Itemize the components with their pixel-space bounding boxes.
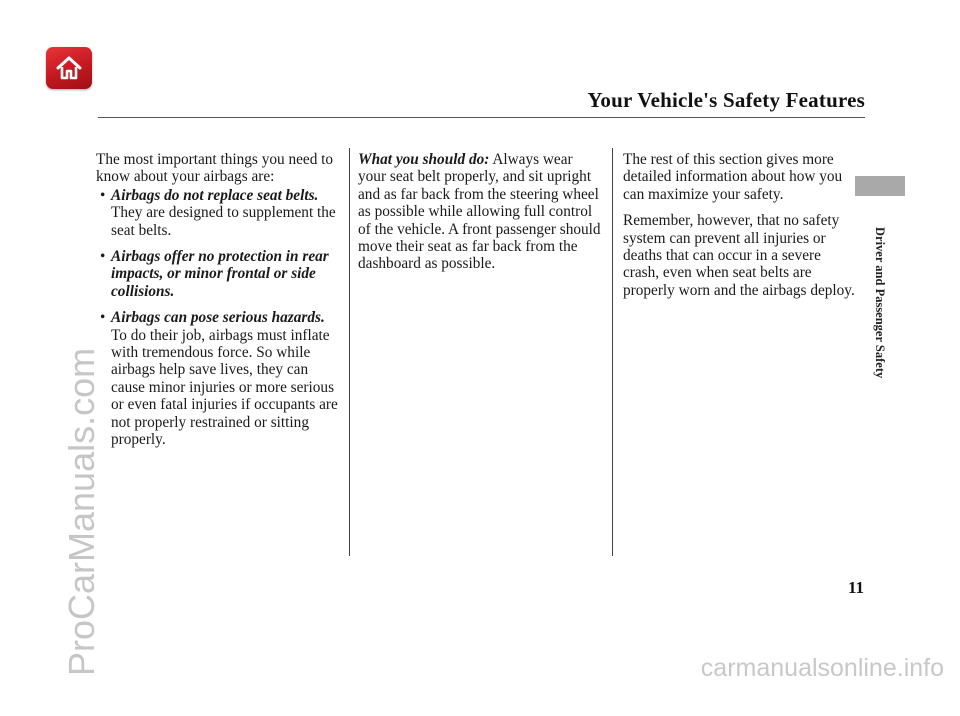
bullet-icon: •	[100, 309, 106, 327]
section-tab[interactable]	[855, 176, 905, 196]
bullet-heading: Airbags can pose serious hazards.	[111, 309, 325, 327]
home-icon	[55, 55, 83, 81]
bullet-icon: •	[100, 248, 106, 266]
side-tab-label: Driver and Passenger Safety	[873, 227, 887, 379]
column-left	[96, 151, 342, 449]
list-item	[96, 248, 342, 300]
bullet-icon: •	[100, 186, 106, 204]
bullet-heading: Airbags offer no protection in rear impacts, or minor frontal or side collisions.	[111, 248, 329, 300]
column-right	[623, 151, 855, 299]
intro-text: The most important things you need to know about your airbags are:	[96, 151, 334, 186]
list-item	[96, 309, 342, 448]
watermark-left: ProCarManuals.com	[61, 347, 102, 676]
bullet-body: To do their job, airbags must inflate with tremendous force. So while airbags help save lives, they can cause minor injuries or more serious or even fatal injuries if occupants are not properly restrained or sitting properly.	[111, 326, 338, 449]
bullet-body: They are designed to supplement the seat belts.	[111, 204, 336, 239]
list-item	[96, 187, 342, 239]
side-tab-label-wrap	[872, 227, 888, 379]
page-number: 11	[847, 578, 864, 597]
column-divider	[349, 148, 350, 556]
advice-lead: What you should do:	[358, 151, 490, 168]
column-middle	[358, 151, 604, 273]
header-divider	[98, 117, 865, 118]
section-title: Your Vehicle's Safety Features	[587, 88, 865, 112]
watermark-bottom: carmanualsonline.info	[700, 654, 944, 682]
watermark-left-wrap	[61, 347, 102, 716]
column-divider	[612, 148, 613, 556]
paragraph: Remember, however, that no safety system can prevent all injuries or deaths that can occur in a severe crash, even when seat belts are properly worn and the airbags deploy.	[623, 212, 855, 299]
bullet-heading: Airbags do not replace seat belts.	[111, 186, 319, 204]
advice-text: Always wear your seat belt properly, and sit upright and as far back from the steering wheel as possible while allowing full control of the vehicle. A front passenger should move their seat as far back from the dashboard as possible.	[358, 151, 601, 273]
advice-paragraph	[358, 151, 604, 273]
home-button[interactable]	[46, 47, 92, 89]
paragraph: The rest of this section gives more detailed information about how you can maximize your safety.	[623, 151, 843, 203]
